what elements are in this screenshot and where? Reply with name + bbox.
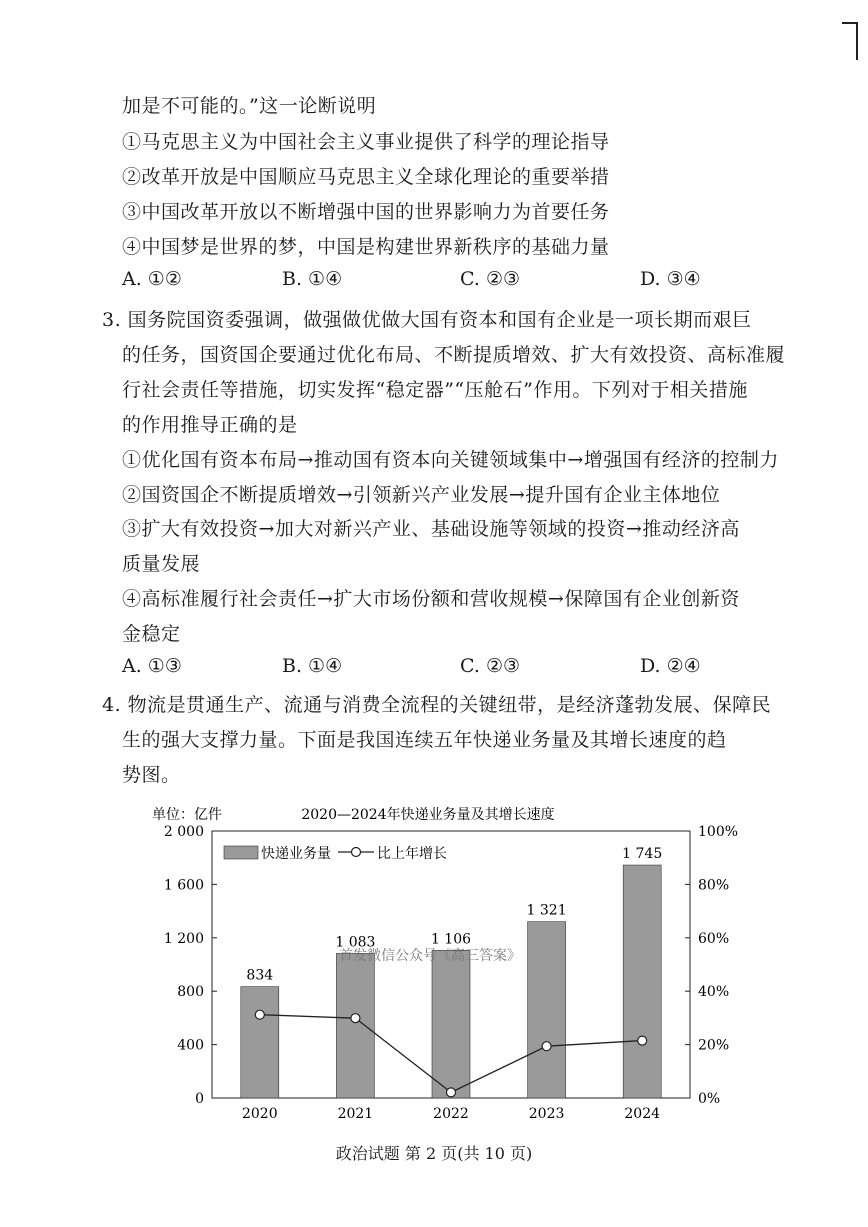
chart-legend [224, 845, 447, 862]
q4-stem-line-1: 4. 物流是贯通生产、流通与消费全流程的关键纽带，是经济蓬勃发展、保障民 [102, 694, 772, 716]
bar-value-label: 1 321 [526, 902, 567, 919]
bar-value-label: 834 [246, 967, 274, 984]
left-axis-tick-label: 1 600 [163, 877, 204, 894]
right-axis-tick-label: 100% [698, 824, 739, 840]
bar-2020 [241, 987, 279, 1098]
bar-2022 [432, 950, 470, 1098]
q3-option-4-cont: 金稳定 [122, 623, 181, 645]
q4-stem-line-3: 势图。 [122, 764, 181, 786]
q3-option-2: ②国资国企不断提质增效→引领新兴产业发展→提升国有企业主体地位 [122, 484, 721, 506]
chart-title: 2020—2024年快递业务量及其增长速度 [301, 807, 555, 823]
bar-value-label: 1 083 [335, 934, 376, 951]
growth-point-2020 [255, 1010, 264, 1019]
growth-point-2023 [542, 1042, 551, 1051]
q2-option-4: ④中国梦是世界的梦，中国是构建世界新秩序的基础力量 [122, 236, 610, 258]
legend-bar-swatch [224, 846, 258, 859]
q3-choice-b: B. ①④ [282, 655, 343, 677]
chart-unit-label: 单位：亿件 [152, 807, 222, 823]
bar-2023 [528, 922, 566, 1098]
q4-stem-line-2: 生的强大支撑力量。下面是我国连续五年快递业务量及其增长速度的趋 [122, 729, 727, 751]
left-axis-tick-label: 1 200 [163, 930, 204, 947]
growth-point-2022 [447, 1088, 456, 1097]
x-axis-tick-label: 2021 [337, 1106, 374, 1122]
chart-watermark: 首发微信公众号《高三答案》 [339, 948, 521, 964]
legend-bar-label: 快递业务量 [261, 846, 331, 862]
left-axis-tick-label: 0 [195, 1091, 204, 1107]
q3-option-3-cont: 质量发展 [122, 553, 201, 575]
q3-option-1: ①优化国有资本布局→推动国有资本向关键领域集中→增强国有经济的控制力 [122, 449, 779, 471]
x-axis-tick-label: 2024 [624, 1106, 661, 1122]
bar-2024 [623, 865, 661, 1098]
q2-option-3: ③中国改革开放以不断增强中国的世界影响力为首要任务 [122, 201, 610, 223]
x-axis-tick-label: 2023 [528, 1106, 565, 1122]
right-axis-tick-label: 0% [698, 1091, 721, 1107]
q2-option-2: ②改革开放是中国顺应马克思主义全球化理论的重要举措 [122, 166, 610, 188]
left-axis-tick-label: 800 [177, 984, 204, 1001]
page-footer: 政治试题 第 2 页(共 10 页) [335, 1144, 533, 1163]
q2-choice-b: B. ①④ [282, 268, 343, 290]
bar-value-label: 1 106 [430, 931, 472, 948]
x-axis-tick-label: 2020 [241, 1106, 278, 1122]
growth-point-2021 [351, 1014, 360, 1023]
q3-choice-a: A. ①③ [122, 655, 182, 677]
q2-stem-continuation: 加是不可能的。”这一论断说明 [122, 95, 377, 117]
express-volume-chart [140, 800, 740, 1125]
q3-choice-c: C. ②③ [460, 655, 521, 677]
q2-choice-d: D. ③④ [640, 268, 701, 290]
bar-2021 [336, 953, 374, 1098]
legend-line-label: 比上年增长 [377, 846, 447, 862]
legend-marker [352, 848, 361, 857]
x-axis-tick-label: 2022 [433, 1106, 469, 1122]
q2-choice-a: A. ①② [122, 268, 182, 290]
left-axis-tick-label: 2 000 [163, 824, 204, 840]
q3-choice-d: D. ②④ [640, 655, 701, 677]
right-axis-tick-label: 60% [698, 930, 730, 947]
q3-stem-line-2: 的任务，国资国企要通过优化布局、不断提质增效、扩大有效投资、高标准履 [122, 344, 786, 366]
q3-option-3: ③扩大有效投资→加大对新兴产业、基础设施等领域的投资→推动经济高 [122, 518, 740, 540]
q2-choice-c: C. ②③ [460, 268, 521, 290]
right-axis-tick-label: 20% [698, 1037, 730, 1054]
q3-stem-line-4: 的作用推导正确的是 [122, 414, 298, 436]
right-axis-tick-label: 80% [698, 877, 730, 894]
bar-value-label: 1 745 [622, 846, 663, 863]
crop-corner-mark [842, 22, 858, 60]
q2-option-1: ①马克思主义为中国社会主义事业提供了科学的理论指导 [122, 131, 610, 153]
growth-point-2024 [638, 1036, 647, 1045]
q3-stem-line-3: 行社会责任等措施，切实发挥“稳定器”“压舱石”作用。下列对于相关措施 [122, 379, 748, 401]
right-axis-tick-label: 40% [698, 984, 730, 1001]
q3-stem-line-1: 3. 国务院国资委强调，做强做优做大国有资本和国有企业是一项长期而艰巨 [102, 309, 752, 331]
q3-option-4: ④高标准履行社会责任→扩大市场份额和营收规模→保障国有企业创新资 [122, 588, 740, 610]
left-axis-tick-label: 400 [177, 1037, 204, 1054]
